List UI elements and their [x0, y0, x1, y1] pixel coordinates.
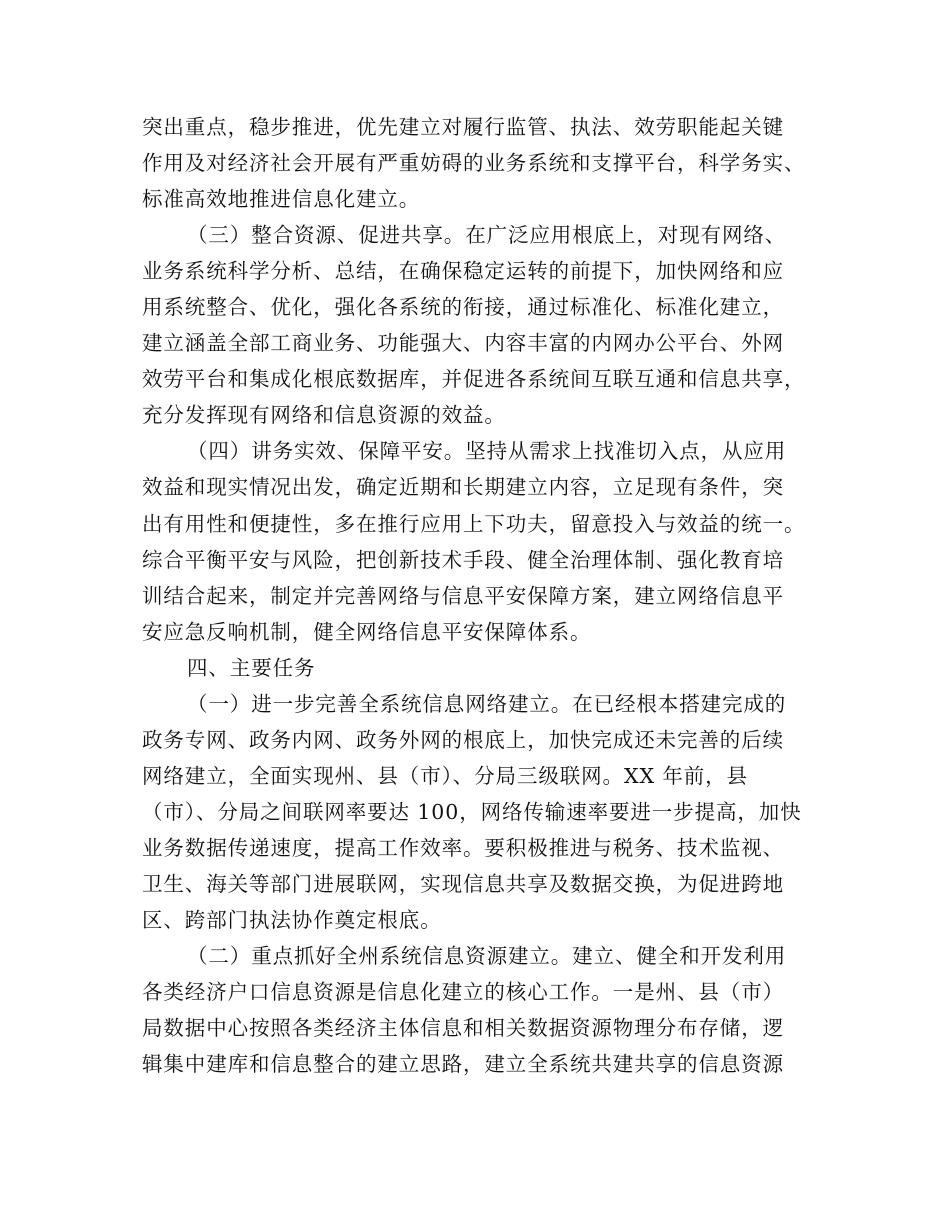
text-line: 效劳平台和集成化根底数据库，并促进各系统间互联互通和信息共享， [142, 367, 806, 392]
text-line: 突出重点，稳步推进，优先建立对履行监管、执法、效劳职能起关键 [142, 115, 784, 139]
text-line: 卫生、海关等部门进展联网，实现信息共享及数据交换，为促进跨地 [142, 871, 784, 896]
text-line: 区、跨部门执法协作奠定根底。 [142, 908, 442, 933]
text-line: 网络建立，全面实现州、县（市）、分局三级联网。XX 年前，县 [142, 763, 748, 788]
text-line: 业务系统科学分析、总结，在确保稳定运转的前提下，加快网络和应 [142, 259, 784, 284]
document-body [142, 109, 832, 1082]
text-line: 建立涵盖全部工商业务、功能强大、内容丰富的内网办公平台、外网 [142, 331, 784, 356]
text-line: （四）讲务实效、保障平安。坚持从需求上找准切入点，从应用 [187, 439, 787, 464]
text-line: 充分发挥现有网络和信息资源的效益。 [142, 403, 506, 428]
text-line: 四、主要任务 [187, 655, 316, 680]
text-line: （二）重点抓好全州系统信息资源建立。建立、健全和开发利用 [187, 944, 787, 969]
text-line: 安应急反响机制，健全网络信息平安保障体系。 [142, 619, 592, 644]
text-line: 用系统整合、优化，强化各系统的衔接，通过标准化、标准化建立， [142, 295, 784, 320]
text-line: 各类经济户口信息资源是信息化建立的核心工作。一是州、县（市） [142, 980, 784, 1005]
text-line: 政务专网、政务内网、政务外网的根底上，加快完成还未完善的后续 [142, 727, 784, 752]
text-line: （市）、分局之间联网率要达 100，网络传输速率要进一步提高，加快 [142, 799, 802, 824]
text-line: 训结合起来，制定并完善网络与信息平安保障方案，建立网络信息平 [142, 583, 784, 608]
text-line: 辑集中建库和信息整合的建立思路，建立全系统共建共享的信息资源 [142, 1052, 784, 1077]
text-line: 局数据中心按照各类经济主体信息和相关数据资源物理分布存储，逻 [142, 1016, 784, 1041]
text-line: 作用及对经济社会开展有严重妨碍的业务系统和支撑平台，科学务实、 [142, 151, 806, 176]
text-line: 效益和现实情况出发，确定近期和长期建立内容，立足现有条件，突 [142, 475, 784, 500]
text-line: 业务数据传递速度，提高工作效率。要积极推进与税务、技术监视、 [142, 835, 784, 860]
text-line: 综合平衡平安与风险，把创新技术手段、健全治理体制、强化教育培 [142, 547, 784, 572]
text-line: 出有用性和便捷性，多在推行应用上下功夫，留意投入与效益的统一。 [142, 511, 806, 536]
text-line: （三）整合资源、促进共享。在广泛应用根底上，对现有网络、 [187, 223, 787, 248]
text-line: （一）进一步完善全系统信息网络建立。在已经根本搭建完成的 [187, 691, 787, 716]
text-line: 标准高效地推进信息化建立。 [142, 187, 421, 212]
